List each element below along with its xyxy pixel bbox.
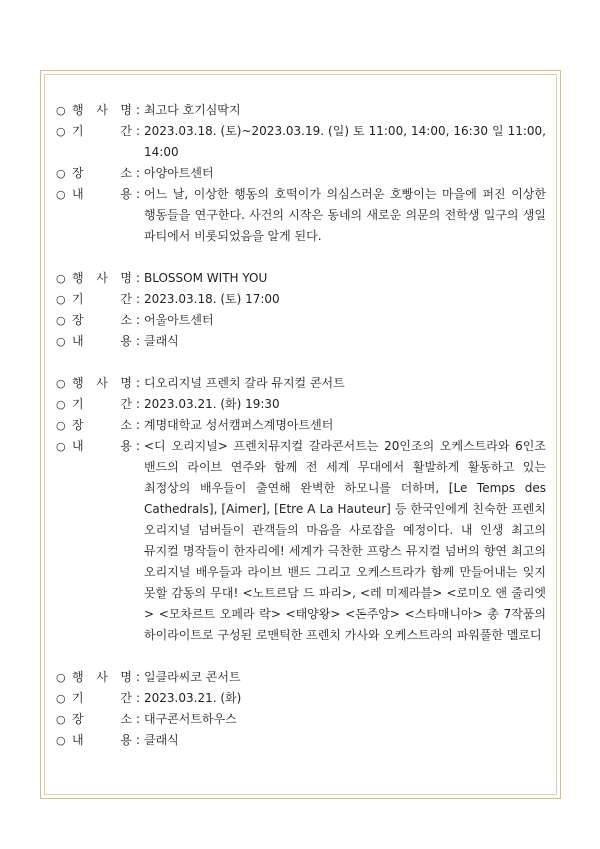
circle-bullet-icon: ○ (56, 314, 66, 327)
circle-bullet-icon: ○ (56, 104, 66, 117)
field-key: 행 사 명 (72, 103, 132, 117)
event-field-row (56, 268, 546, 289)
field-colon: : (135, 103, 141, 117)
field-value: 어느 날, 이상한 행동의 호떡이가 의심스러운 호빵이는 마을에 퍼진 이상한 행동들을 연구한다. 사건의 시작은 동네의 새로운 의문의 전학생 일구의 생일 파티에서 비롯되었음을 알게 된다. (144, 187, 546, 243)
field-value: BLOSSOM WITH YOU (144, 271, 268, 285)
field-key: 행 사 명 (72, 670, 132, 684)
field-key: 내 용 (72, 733, 132, 747)
field-value: 2023.03.21. (화) 19:30 (144, 397, 280, 411)
field-value: 클래식 (144, 733, 179, 747)
event-block (56, 100, 546, 247)
field-colon: : (135, 397, 141, 411)
field-key: 기 간 (72, 292, 132, 306)
event-field-row (56, 163, 546, 184)
circle-bullet-icon: ○ (56, 125, 66, 138)
field-value: 최고다 호기심딱지 (144, 103, 241, 117)
event-list (56, 100, 546, 772)
field-key: 장 소 (72, 166, 132, 180)
field-value: 아양아트센터 (144, 166, 214, 180)
field-value: 2023.03.21. (화) (144, 691, 242, 705)
field-value: 2023.03.18. (토) 17:00 (144, 292, 280, 306)
field-colon: : (135, 439, 141, 453)
field-value: 계명대학교 성서캠퍼스계명아트센터 (144, 418, 334, 432)
field-key: 기 간 (72, 691, 132, 705)
field-colon: : (135, 376, 141, 390)
circle-bullet-icon: ○ (56, 671, 66, 684)
field-key: 장 소 (72, 313, 132, 327)
field-colon: : (135, 187, 141, 201)
event-field-row (56, 730, 546, 751)
circle-bullet-icon: ○ (56, 167, 66, 180)
field-value: 디오리지널 프렌치 갈라 뮤지컬 콘서트 (144, 376, 345, 390)
event-field-row (56, 289, 546, 310)
field-value: 일클라씨코 콘서트 (144, 670, 241, 684)
event-block (56, 268, 546, 352)
field-colon: : (135, 334, 141, 348)
event-field-row (56, 184, 546, 247)
field-colon: : (135, 418, 141, 432)
event-block (56, 373, 546, 646)
field-key: 장 소 (72, 418, 132, 432)
field-colon: : (135, 670, 141, 684)
field-value: 클래식 (144, 334, 179, 348)
field-colon: : (135, 124, 141, 138)
circle-bullet-icon: ○ (56, 377, 66, 390)
circle-bullet-icon: ○ (56, 293, 66, 306)
circle-bullet-icon: ○ (56, 419, 66, 432)
field-key: 기 간 (72, 397, 132, 411)
event-field-row (56, 667, 546, 688)
field-key: 내 용 (72, 334, 132, 348)
field-key: 장 소 (72, 712, 132, 726)
field-colon: : (135, 712, 141, 726)
field-colon: : (135, 166, 141, 180)
field-colon: : (135, 733, 141, 747)
event-field-row (56, 709, 546, 730)
field-value: <디 오리지널> 프렌치뮤지컬 갈라콘서트는 20인조의 오케스트라와 6인조 밴드의 라이브 연주와 함께 전 세계 무대에서 활발하게 활동하고 있는 최정상의 배우들이 출연해 완벽한 하모니를 더하며, [Le Temps des Cathedrals], [Aimer], [Etre A La Hauteur] 등 한국인에게 친숙한 프렌치 오리지널 넘버들이 관객들의 마음을 사로잡을 예정이다. 내 인생 최고의 뮤지컬 명작들이 한자리에! 세계가 극찬한 프랑스 뮤지컬 넘버의 향연 최고의 오리지널 배우들과 라이브 밴드 그리고 오케스트라가 함께 만들어내는 잊지 못할 감동의 무대! <노트르담 드 파리>, <레 미제라블> <로미오 앤 줄리엣> <모차르트 오페라 락> <태양왕> <돈주앙> <스타매니아> 총 7작품의 하이라이트로 구성된 로맨틱한 프렌치 가사와 오케스트라의 파워풀한 멜로디 (144, 439, 546, 642)
circle-bullet-icon: ○ (56, 398, 66, 411)
event-field-row (56, 415, 546, 436)
circle-bullet-icon: ○ (56, 272, 66, 285)
field-key: 내 용 (72, 187, 132, 201)
event-block (56, 667, 546, 751)
field-key: 행 사 명 (72, 271, 132, 285)
circle-bullet-icon: ○ (56, 713, 66, 726)
field-colon: : (135, 691, 141, 705)
field-colon: : (135, 292, 141, 306)
field-key: 내 용 (72, 439, 132, 453)
field-value: 어울아트센터 (144, 313, 214, 327)
event-field-row (56, 100, 546, 121)
field-key: 행 사 명 (72, 376, 132, 390)
circle-bullet-icon: ○ (56, 188, 66, 201)
event-field-row (56, 121, 546, 163)
circle-bullet-icon: ○ (56, 440, 66, 453)
event-field-row (56, 310, 546, 331)
field-colon: : (135, 271, 141, 285)
event-field-row (56, 331, 546, 352)
event-field-row (56, 394, 546, 415)
event-field-row (56, 688, 546, 709)
field-value: 2023.03.18. (토)~2023.03.19. (일) 토 11:00, 14:00, 16:30 일 11:00, 14:00 (144, 124, 546, 159)
field-colon: : (135, 313, 141, 327)
field-key: 기 간 (72, 124, 132, 138)
event-field-row (56, 436, 546, 646)
field-value: 대구콘서트하우스 (144, 712, 237, 726)
event-field-row (56, 373, 546, 394)
circle-bullet-icon: ○ (56, 734, 66, 747)
circle-bullet-icon: ○ (56, 335, 66, 348)
circle-bullet-icon: ○ (56, 692, 66, 705)
